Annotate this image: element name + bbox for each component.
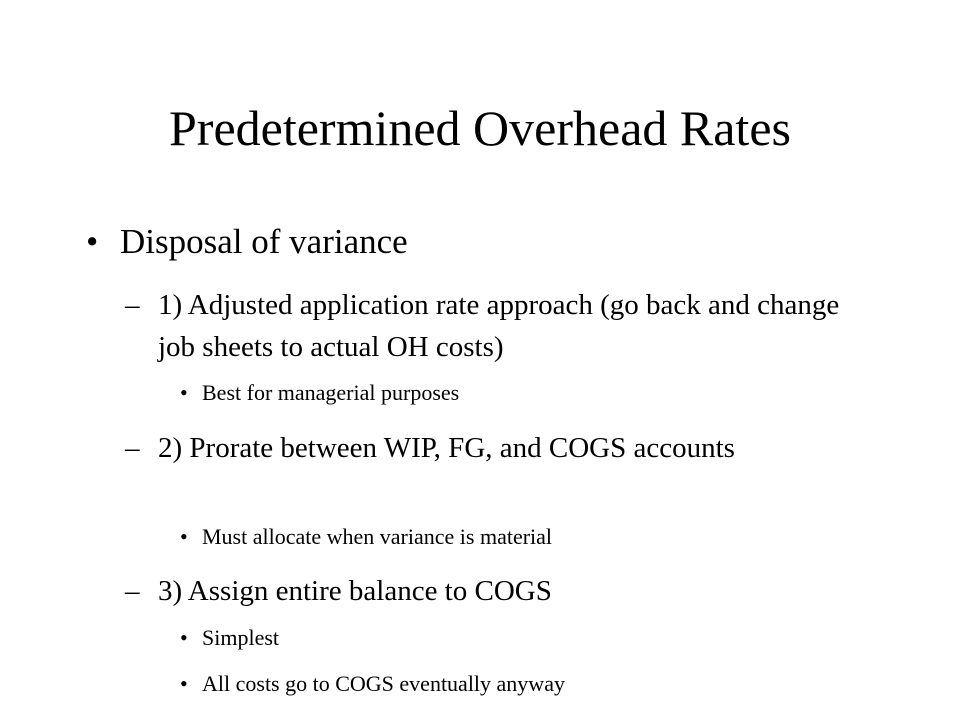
dash-marker: – (125, 289, 140, 321)
sub-sub-bullet-text: Must allocate when variance is material (202, 524, 553, 549)
bullet-marker: • (180, 524, 188, 549)
sub-bullet-text: 1) Adjusted application rate approach (go back and change job sheets to actual OH costs) (158, 289, 840, 363)
dash-marker: – (125, 432, 140, 464)
sub-sub-bullet-text: Simplest (202, 625, 280, 650)
bullet-marker: • (180, 380, 188, 405)
bullet-text: Disposal of variance (120, 222, 408, 261)
bullet-marker: • (86, 222, 99, 261)
sub-bullet-text: 2) Prorate between WIP, FG, and COGS accounts (158, 432, 735, 464)
slide-title: Predetermined Overhead Rates (169, 100, 791, 156)
sub-sub-bullet-text: Best for managerial purposes (202, 380, 460, 405)
sub-bullet-text: 3) Assign entire balance to COGS (158, 575, 552, 607)
sub-sub-bullet-text: All costs go to COGS eventually anyway (202, 671, 565, 696)
dash-marker: – (125, 575, 140, 607)
bullet-marker: • (180, 671, 188, 696)
bullet-marker: • (180, 625, 188, 650)
